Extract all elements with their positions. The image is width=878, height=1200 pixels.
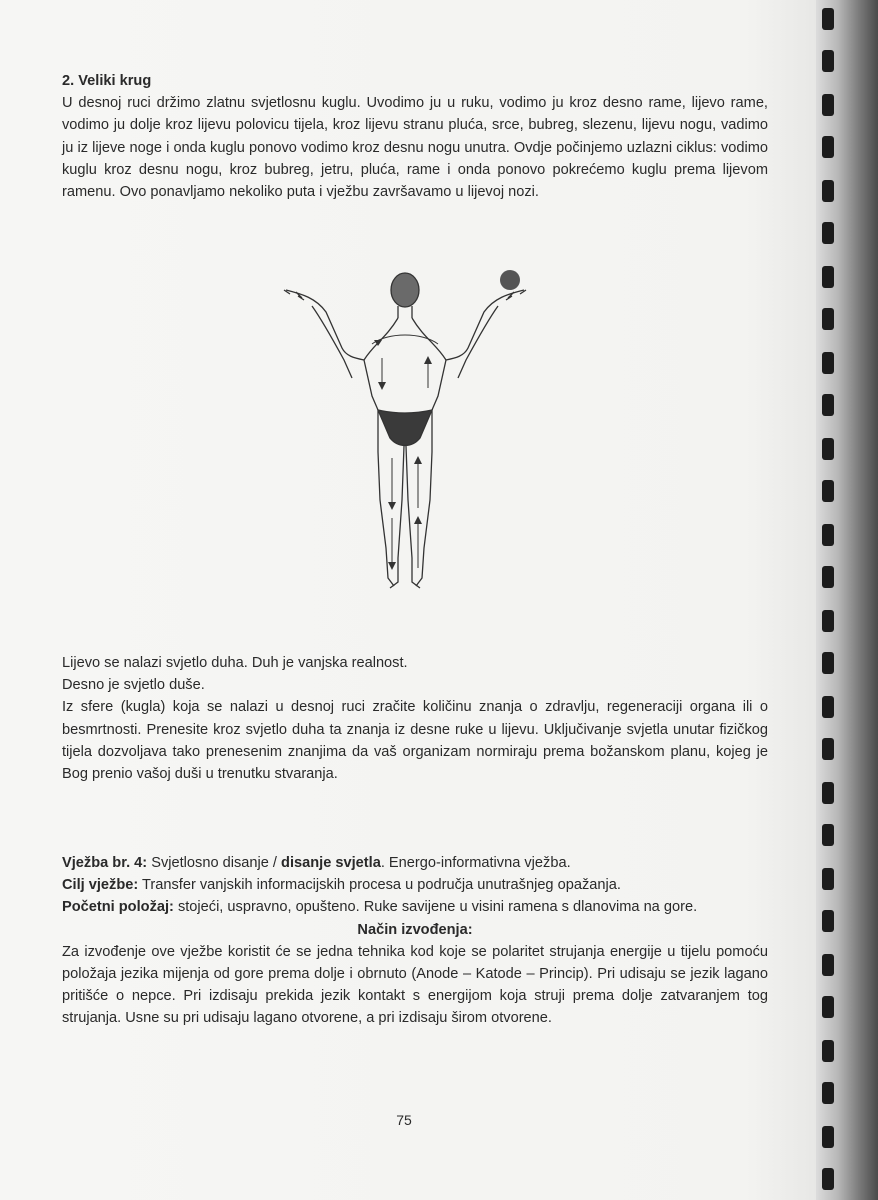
page-number: 75 [396,1112,412,1128]
method-text: Za izvođenje ove vježbe koristit će se jedna tehnika kod koje se polaritet strujanja energije u tijelu pomoću položaja jezika mijenja od gore prema dolje i obrnuto (Anode – Katode – Princip). Pri udisaju se jezik lagano pritišće o nepce. Pri izdisaju prekida jezik kontakt s energijom koja struji prema dolje zatvaranjem tog strujanja. Usne su pri udisaju lagano otvorene, a pri izdisaju širom otvorene. [62,943,768,1027]
method-heading: Način izvođenja: [357,921,473,938]
exercise-title-end: . Energo-informativna vježba. [380,855,571,871]
line-dusa: Desno je svjetlo duše. [62,677,205,694]
line-duh: Lijevo se nalazi svjetlo duha. Duh je vanjska realnost. [62,655,408,671]
exercise-title-plain: Svjetlosno disanje / [147,855,282,871]
section-svjetlo [62,652,768,785]
section-paragraph: U desnoj ruci držimo zlatnu svjetlosnu kuglu. Uvodimo ju u ruku, vodimo ju kroz desno rame, lijevo rame, vodimo ju dolje kroz lijevu polovicu tijela, kroz lijevu stranu pluća, srce, bubreg, slezenu, lijevu nogu, vadimo ju iz lijeve noge i onda kuglu ponovo vodimo kroz desnu nogu unutra. Ovdje počinjemo uzlazni ciklus: vodimo kuglu kroz desnu nogu, kroz bubreg, jetru, pluća, rame i onda ponovo pokrećemo kuglu prema lijevom ramenu. Ovo ponavljamo nekoliko puta i vježbu završavamo u lijevoj nozi. [62,95,768,201]
exercise-section [62,852,768,1030]
section-veliki-krug [62,70,768,203]
goal-label: Cilj vježbe: [62,877,139,894]
exercise-goal [62,874,768,896]
section-heading: 2. Veliki krug [62,73,152,89]
exercise-title-label: Vježba br. 4: [62,855,148,871]
exercise-title-bold: disanje svjetla [281,855,381,871]
spiral-binding [816,8,842,1198]
exercise-start-position [62,896,768,918]
body-energy-circuit-illustration [282,268,528,594]
exercise-title [62,852,768,874]
start-text: stojeći, uspravno, opušteno. Ruke savijene u visini ramena s dlanovima na gore. [173,899,698,916]
start-label: Početni položaj: [62,899,174,916]
svjetlo-paragraph: Iz sfere (kugla) koja se nalazi u desnoj ruci zračite količinu znanja o zdravlju, regeneraciji organa ili o besmrtnosti. Prenesite kroz svjetlo duha ta znanja iz desne ruke u lijevu. Uključivanje svjetla unutar fizičkog tijela dozvoljava tako prenesenim znanjima da vaš organizam normiraju prema božanskom planu, kojeg je Bog prenio vašoj duši u trenutku stvaranja. [62,699,768,783]
goal-text: Transfer vanjskih informacijskih procesa u područja unutrašnjeg opažanja. [138,877,621,894]
